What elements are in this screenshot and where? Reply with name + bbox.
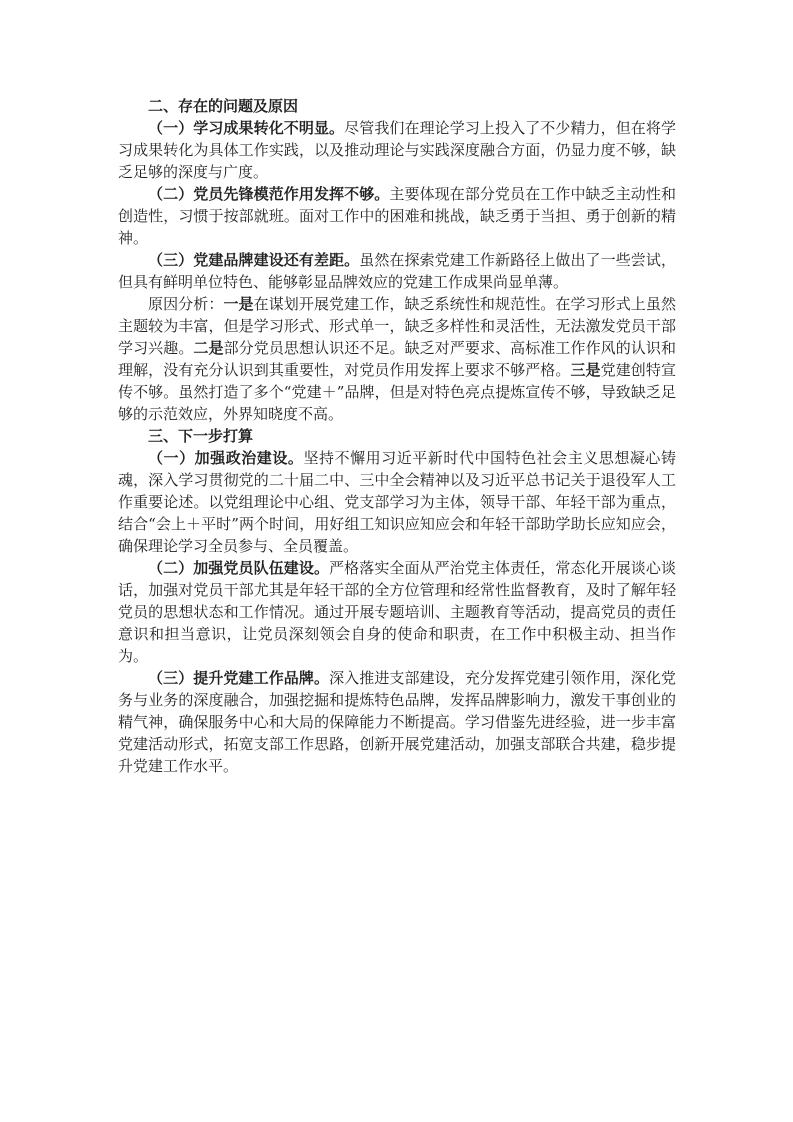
section-heading-problems: 二、存在的问题及原因 bbox=[148, 97, 299, 115]
problem-lead-3: （三）党建品牌建设还有差距。 bbox=[148, 251, 360, 269]
problem-paragraph-3 bbox=[118, 249, 676, 293]
cause-analysis-paragraph bbox=[118, 293, 676, 425]
problem-text-3: 虽然在探索党建工作新路径上做出了一些尝试，但具有鲜明单位特色、能够彰显品牌效应的党建工作成果尚显单薄。 bbox=[118, 251, 676, 291]
plan-text-3: 深入推进支部建设，充分发挥党建引领作用，深化党务与业务的深度融合，加强挖掘和提炼特色品牌，发挥品牌影响力，激发干事创业的精气神，确保服务中心和大局的保障能力不断提高。学习借鉴先进经验，进一步丰富党建活动形式，拓宽支部工作思路，创新开展党建活动，加强支部联合共建，稳步提升党建工作水平。 bbox=[118, 669, 676, 775]
plan-paragraph-3 bbox=[118, 667, 676, 777]
plan-text-2: 严格落实全面从严治党主体责任，常态化开展谈心谈话，加强对党员干部尤其是年轻干部的全方位管理和经常性监督教育，及时了解年轻党员的思想状态和工作情况。通过开展专题培训、主题教育等活动，提高党员的责任意识和担当意识，让党员深刻领会自身的使命和职责，在工作中积极主动、担当作为。 bbox=[118, 559, 676, 665]
cause-key-1: 一是 bbox=[223, 295, 254, 313]
cause-text-3: 党建创特宣传不够。虽然打造了多个“党建＋”品牌，但是对特色亮点提炼宣传不够，导致缺乏足够的示范效应，外界知晓度不高。 bbox=[118, 361, 676, 423]
problem-text-2: 主要体现在部分党员在工作中缺乏主动性和创造性，习惯于按部就班。面对工作中的困难和挑战，缺乏勇于当担、勇于创新的精神。 bbox=[118, 185, 676, 247]
plan-lead-2: （二）加强党员队伍建设。 bbox=[148, 559, 330, 577]
cause-analysis-intro: 原因分析： bbox=[148, 295, 224, 313]
problem-lead-2: （二）党员先锋模范作用发挥不够。 bbox=[148, 185, 390, 203]
cause-key-3: 三是 bbox=[570, 361, 601, 379]
cause-key-2: 二是 bbox=[193, 339, 224, 357]
cause-text-1: 在谋划开展党建工作，缺乏系统性和规范性。在学习形式上虽然主题较为丰富，但是学习形式、形式单一，缺乏多样性和灵活性，无法激发党员干部学习兴趣。 bbox=[118, 295, 676, 357]
cause-text-2: 部分党员思想认识还不足。缺乏对严要求、高标准工作作风的认识和理解，没有充分认识到其重要性，对党员作用发挥上要求不够严格。 bbox=[118, 339, 676, 379]
problem-paragraph-1 bbox=[118, 117, 676, 183]
problem-text-1: 尽管我们在理论学习上投入了不少精力，但在将学习成果转化为具体工作实践，以及推动理论与实践深度融合方面，仍显力度不够，缺乏足够的深度与广度。 bbox=[118, 119, 676, 181]
section-heading-next-steps: 三、下一步打算 bbox=[148, 427, 254, 445]
plan-paragraph-2 bbox=[118, 557, 676, 667]
plan-paragraph-1 bbox=[118, 447, 676, 557]
problem-paragraph-2 bbox=[118, 183, 676, 249]
problem-lead-1: （一）学习成果转化不明显。 bbox=[148, 119, 345, 137]
document-body bbox=[118, 95, 676, 777]
plan-text-1: 坚持不懈用习近平新时代中国特色社会主义思想凝心铸魂，深入学习贯彻党的二十届二中、三中全会精神以及习近平总书记关于退役军人工作重要论述。以党组理论中心组、党支部学习为主体，领导干部、年轻干部为重点，结合“会上＋平时”两个时间，用好组工知识应知应会和年轻干部助学助长应知应会，确保理论学习全员参与、全员覆盖。 bbox=[118, 449, 676, 555]
plan-lead-3: （三）提升党建工作品牌。 bbox=[148, 669, 330, 687]
plan-lead-1: （一）加强政治建设。 bbox=[148, 449, 304, 467]
